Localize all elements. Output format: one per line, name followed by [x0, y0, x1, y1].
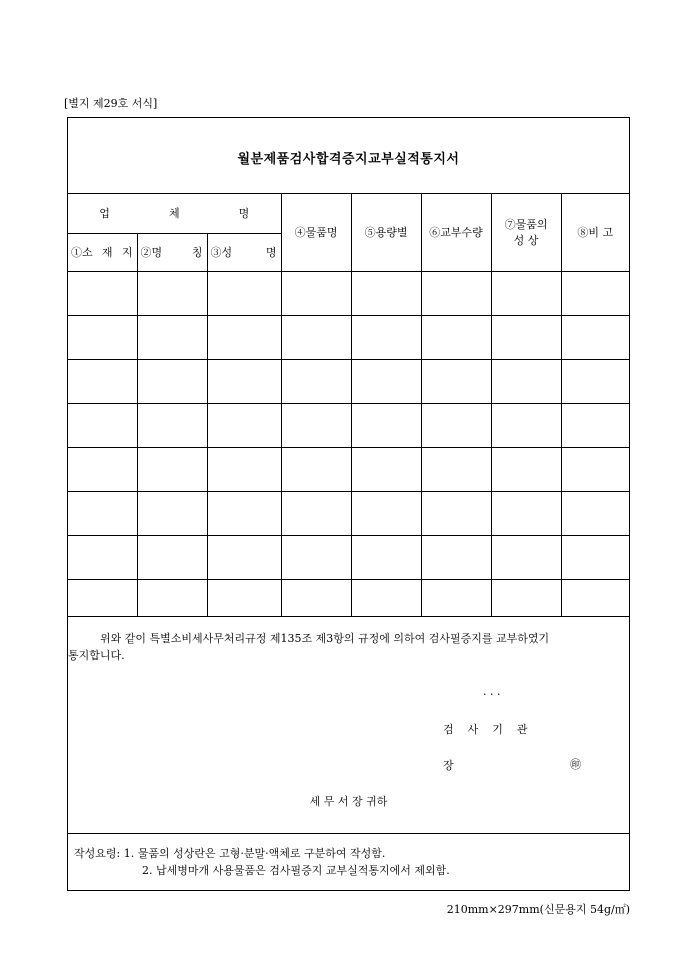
guide-item-2: 2. 납세병마개 사용물품은 검사필증지 교부실적통지에서 제외함.: [142, 864, 450, 877]
location-part-3: 지: [121, 246, 133, 259]
table-cell[interactable]: [491, 491, 561, 535]
name-part-2: 칭: [191, 246, 203, 259]
table-cell[interactable]: [281, 579, 351, 616]
company-char-2: 체: [168, 207, 180, 221]
table-row: [68, 447, 629, 491]
company-char-1: 업: [99, 207, 110, 221]
person-part-1: ③성: [210, 246, 233, 259]
table-cell[interactable]: [561, 271, 629, 315]
table-cell[interactable]: [351, 315, 421, 359]
table-cell[interactable]: [137, 491, 207, 535]
guide-item-1: 1. 물품의 성상란은 고형·분말·액체로 구분하여 작성함.: [123, 847, 386, 860]
table-cell[interactable]: [351, 579, 421, 616]
form-container: [67, 117, 630, 891]
table-cell[interactable]: [281, 447, 351, 491]
form-number-label: [별지 제29호 서식]: [64, 97, 158, 110]
seal-mark: ㊞: [570, 758, 581, 771]
table-row: [68, 491, 629, 535]
table-cell[interactable]: [137, 447, 207, 491]
table-cell[interactable]: [491, 271, 561, 315]
table-cell[interactable]: [421, 271, 491, 315]
table-cell[interactable]: [421, 447, 491, 491]
table-cell[interactable]: [561, 491, 629, 535]
table-cell[interactable]: [561, 447, 629, 491]
table-cell[interactable]: [207, 403, 281, 447]
table-row: [68, 579, 629, 616]
table-cell[interactable]: [68, 579, 137, 616]
title-area: [68, 118, 629, 194]
location-part-1: ①소: [71, 246, 93, 259]
table-cell[interactable]: [491, 535, 561, 579]
table-cell[interactable]: [491, 315, 561, 359]
table-cell[interactable]: [68, 271, 137, 315]
table-row: [68, 315, 629, 359]
location-header: [68, 233, 137, 271]
table-cell[interactable]: [137, 271, 207, 315]
table-cell[interactable]: [68, 403, 137, 447]
name-header: [137, 233, 207, 271]
notice-area: [68, 618, 629, 834]
table-cell[interactable]: [68, 535, 137, 579]
table-cell[interactable]: [137, 579, 207, 616]
paper-spec: 210mm×297mm(신문용지 54g/㎡): [446, 903, 630, 916]
table-cell[interactable]: [561, 359, 629, 403]
table-cell[interactable]: [421, 579, 491, 616]
table-cell[interactable]: [207, 579, 281, 616]
table-cell[interactable]: [137, 359, 207, 403]
table-cell[interactable]: [561, 403, 629, 447]
table-cell[interactable]: [68, 491, 137, 535]
person-header: [207, 233, 281, 271]
header-row-1: [68, 194, 629, 233]
item-name-header: ④물품명: [281, 194, 351, 271]
table-cell[interactable]: [207, 447, 281, 491]
table-cell[interactable]: [351, 535, 421, 579]
table-cell[interactable]: [281, 359, 351, 403]
table-cell[interactable]: [421, 491, 491, 535]
remarks-header: ⑧비 고: [561, 194, 629, 271]
table-row: [68, 271, 629, 315]
person-part-2: 명: [265, 246, 277, 259]
table-cell[interactable]: [281, 535, 351, 579]
nature-header: [491, 194, 561, 271]
nature-header-line2: 성 상: [513, 234, 539, 248]
table-cell[interactable]: [491, 447, 561, 491]
table-cell[interactable]: [207, 359, 281, 403]
table-row: [68, 535, 629, 579]
table-cell[interactable]: [68, 315, 137, 359]
report-table: [68, 194, 629, 617]
table-cell[interactable]: [137, 535, 207, 579]
table-row: [68, 403, 629, 447]
form-title: 월분제품검사합격증지교부실적통지서: [237, 152, 460, 167]
location-part-2: 재: [101, 246, 113, 259]
table-cell[interactable]: [491, 403, 561, 447]
table-cell[interactable]: [207, 491, 281, 535]
table-cell[interactable]: [421, 403, 491, 447]
date-field: . . .: [483, 685, 501, 698]
table-cell[interactable]: [281, 491, 351, 535]
table-cell[interactable]: [491, 359, 561, 403]
table-cell[interactable]: [68, 359, 137, 403]
table-cell[interactable]: [281, 403, 351, 447]
table-cell[interactable]: [561, 315, 629, 359]
nature-header-line1: ⑦물품의: [504, 218, 548, 232]
addressee: 세 무 서 장 귀하: [309, 795, 388, 808]
writing-guide: [74, 845, 450, 879]
name-part-1: ②명: [140, 246, 163, 259]
table-cell[interactable]: [207, 271, 281, 315]
table-cell[interactable]: [207, 315, 281, 359]
table-cell[interactable]: [561, 535, 629, 579]
company-char-3: 명: [238, 207, 250, 221]
table-cell[interactable]: [137, 403, 207, 447]
table-cell[interactable]: [351, 491, 421, 535]
table-row: [68, 359, 629, 403]
table-cell[interactable]: [351, 359, 421, 403]
table-cell[interactable]: [421, 535, 491, 579]
table-cell[interactable]: [281, 271, 351, 315]
volume-header: ⑤용량별: [351, 194, 421, 271]
table-cell[interactable]: [351, 447, 421, 491]
table-cell[interactable]: [421, 359, 491, 403]
table-cell[interactable]: [561, 579, 629, 616]
agency-chief: 장: [443, 759, 454, 772]
inspection-agency: 검사기관: [443, 723, 542, 736]
table-cell[interactable]: [207, 535, 281, 579]
table-cell[interactable]: [351, 403, 421, 447]
table-cell[interactable]: [68, 447, 137, 491]
table-cell[interactable]: [281, 315, 351, 359]
table-cell[interactable]: [491, 579, 561, 616]
table-cell[interactable]: [137, 315, 207, 359]
company-header: [68, 194, 281, 233]
quantity-header: ⑥교부수량: [421, 194, 491, 271]
table-cell[interactable]: [351, 271, 421, 315]
notice-text: [68, 630, 623, 664]
guide-label: 작성요령:: [74, 847, 121, 860]
table-cell[interactable]: [421, 315, 491, 359]
notice-line-1: 위와 같이 특별소비세사무처리규정 제135조 제3항의 규정에 의하여 검사필증지를 교부하였기: [100, 632, 550, 645]
notice-line-2: 통지합니다.: [68, 649, 125, 662]
guide-line-1: [74, 845, 450, 862]
